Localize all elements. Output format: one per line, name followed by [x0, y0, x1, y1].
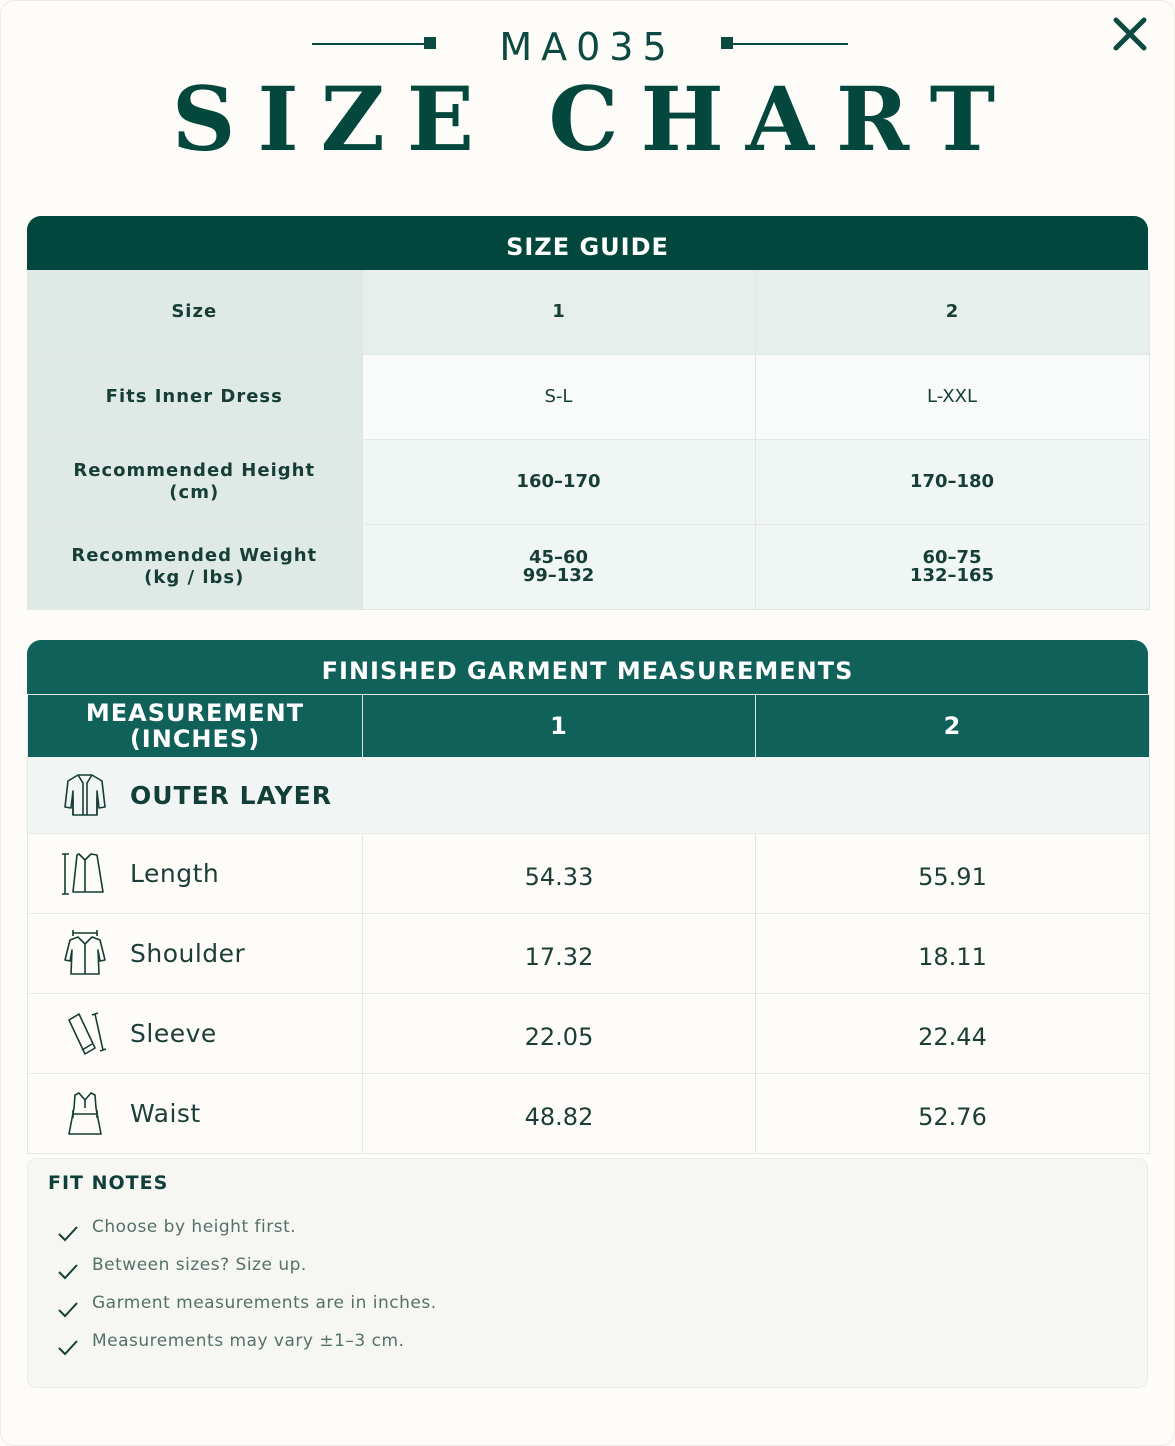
- size-guide-header: SIZE GUIDE: [27, 216, 1148, 270]
- measurement-row-waist: [28, 1074, 1150, 1154]
- shoulder-icon: [61, 930, 109, 978]
- value-size-2: 170–180: [755, 440, 1149, 525]
- list-item: [56, 1293, 437, 1331]
- sleeve-icon: [61, 1010, 109, 1058]
- measurement-row-sleeve: [28, 994, 1150, 1074]
- value-size-2: L-XXL: [755, 355, 1149, 440]
- list-item: [56, 1331, 437, 1369]
- measurement-row-shoulder: [28, 914, 1150, 994]
- fit-note-text: Measurements may vary ±1–3 cm.: [92, 1331, 405, 1351]
- list-item: [56, 1255, 437, 1293]
- row-label: Size: [27, 270, 362, 355]
- checkmark-icon: [56, 1259, 80, 1283]
- value-size-1: 1: [362, 270, 755, 355]
- value-size-2: 18.11: [756, 914, 1150, 994]
- value-size-2: 60–75 132–165: [755, 525, 1149, 610]
- table-row: [27, 270, 1149, 355]
- measurement-row-length: [28, 834, 1150, 914]
- value-size-1: 22.05: [363, 994, 756, 1074]
- checkmark-icon: [56, 1297, 80, 1321]
- checkmark-icon: [56, 1335, 80, 1359]
- measurements-table: [27, 694, 1150, 1154]
- list-item: [56, 1217, 437, 1255]
- measurement-label: Shoulder: [130, 939, 246, 968]
- value-size-2: 55.91: [756, 834, 1150, 914]
- fit-note-text: Garment measurements are in inches.: [92, 1293, 437, 1313]
- page-title: SIZE CHART: [171, 67, 1018, 171]
- size-2-header: 2: [756, 695, 1150, 758]
- fit-note-text: Between sizes? Size up.: [92, 1255, 307, 1275]
- row-label: Recommended Weight (kg / lbs): [27, 525, 362, 610]
- measurements-header: FINISHED GARMENT MEASUREMENTS: [27, 640, 1148, 694]
- section-label: OUTER LAYER: [130, 780, 332, 810]
- value-size-1: 48.82: [363, 1074, 756, 1154]
- value-size-1: 17.32: [363, 914, 756, 994]
- value-size-1: 160–170: [362, 440, 755, 525]
- value-size-2: 52.76: [756, 1074, 1150, 1154]
- value-size-2: 22.44: [756, 994, 1150, 1074]
- checkmark-icon: [56, 1221, 80, 1245]
- row-label: Recommended Height (cm): [27, 440, 362, 525]
- fit-notes-list: [56, 1217, 437, 1369]
- waist-icon: [61, 1090, 109, 1138]
- value-size-1: 54.33: [363, 834, 756, 914]
- table-row: [27, 355, 1149, 440]
- table-row: [27, 440, 1149, 525]
- measurement-label: Waist: [130, 1099, 201, 1128]
- value-size-1: 45–60 99–132: [362, 525, 755, 610]
- measurement-unit-header: MEASUREMENT (INCHES): [28, 695, 363, 758]
- row-label: Fits Inner Dress: [27, 355, 362, 440]
- table-row: [27, 525, 1149, 610]
- fit-note-text: Choose by height first.: [92, 1217, 297, 1237]
- size-guide-table: [27, 270, 1150, 610]
- length-icon: [61, 850, 109, 898]
- section-row-outer-layer: [28, 757, 1150, 834]
- fit-notes-title: FIT NOTES: [48, 1172, 169, 1194]
- fit-notes-panel: [27, 1158, 1148, 1388]
- jacket-icon: [61, 771, 109, 819]
- measurements-column-header: [28, 695, 1150, 758]
- size-1-header: 1: [363, 695, 756, 758]
- value-size-1: S-L: [362, 355, 755, 440]
- measurement-label: Sleeve: [130, 1019, 217, 1048]
- product-code: MA035: [499, 25, 676, 69]
- value-size-2: 2: [755, 270, 1149, 355]
- measurement-label: Length: [130, 859, 220, 888]
